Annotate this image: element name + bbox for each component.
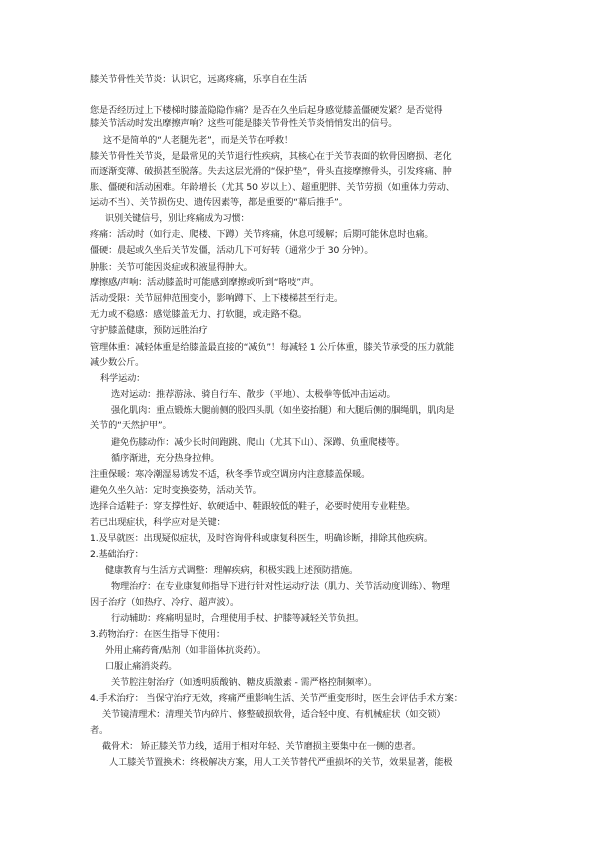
text-line: 健康教育与生活方式调整：理解疾病，积极实践上述预防措施。 (105, 565, 359, 576)
text-line: 循序渐进，充分热身拉伸。 (111, 453, 220, 464)
section-heading: 识别关键信号，别让疼痛成为习惯： (105, 213, 250, 224)
text-line: 活动受限：关节屈伸范围变小，影响蹲下、上下楼梯甚至行走。 (90, 293, 344, 304)
text-line: 无力或不稳感：感觉膝盖无力、打软腿，或走路不稳。 (90, 309, 307, 320)
text-line: 4.手术治疗： 当保守治疗无效，疼痛严重影响生活、关节严重变形时，医生会评估手术方案： (90, 693, 463, 704)
text-line: 物理治疗：在专业康复师指导下进行针对性运动疗法（肌力、关节活动度训练）、物理 (111, 581, 450, 592)
text-line: 肿胀：关节可能因炎症或积液显得肿大。 (90, 262, 253, 273)
text-line: 胀、僵硬和活动困难。年龄增长（尤其 50 岁以上）、超重肥胖、关节劳损（如重体力劳动、 (90, 182, 455, 193)
text-line: 选择合适鞋子：穿支撑性好、软硬适中、鞋跟较低的鞋子，必要时使用专业鞋垫。 (90, 501, 416, 512)
text-line: 截骨术： 矫正膝关节力线，适用于相对年轻、关节磨损主要集中在一侧的患者。 (102, 741, 422, 752)
text-line: 疼痛：活动时（如行走、爬楼、下蹲）关节疼痛，休息可缓解；后期可能休息时也痛。 (90, 229, 434, 240)
section-heading: 守护膝盖健康，预防远胜治疗 (90, 325, 208, 336)
text-line: 强化肌肉：重点锻炼大腿前侧的股四头肌（如坐姿抬腿）和大腿后侧的腘绳肌，肌肉是 (111, 405, 455, 416)
text-line: 人工膝关节置换术：终极解决方案，用人工关节替代严重损坏的关节，效果显著，能极 (109, 757, 453, 768)
text-line: 因子治疗（如热疗、冷疗、超声波）。 (90, 597, 240, 608)
text-line: 关节镜清理术：清理关节内碎片、修整破损软骨，适合轻中度、有机械症状（如交锁） (102, 709, 446, 720)
text-line: 运动不当）、关节损伤史、遗传因素等，都是重要的“幕后推手”。 (90, 197, 348, 208)
text-line: 您是否经历过上下楼梯时膝盖隐隐作痛？是否在久坐后起身感觉膝盖僵硬发紧？是否觉得 (90, 105, 443, 116)
text-line: 选对运动：推荐游泳、骑自行车、散步（平地）、太极拳等低冲击运动。 (111, 389, 396, 400)
text-line: 避免伤膝动作：减少长时间跑跳、爬山（尤其下山）、深蹲、负重爬楼等。 (111, 437, 405, 448)
text-line: 膝关节活动时发出摩擦声响？这些可能是膝关节骨性关节炎悄悄发出的信号。 (90, 118, 398, 129)
text-line: 膝关节骨性关节炎，是最常见的关节退行性疾病，其核心在于关节表面的软骨因磨损、老化 (90, 151, 452, 162)
text-line: 科学运动： (100, 373, 146, 384)
text-line: 3.药物治疗：在医生指导下使用： (90, 629, 225, 640)
text-line: 而逐渐变薄、破损甚至脱落。失去这层光滑的“保护垫”，骨头直接摩擦骨头，引发疼痛、肿 (90, 166, 452, 177)
text-line: 管理体重：减轻体重是给膝盖最直接的“减负”！每减轻 1 公斤体重，膝关节承受的压力就能 (90, 342, 454, 353)
text-line: 减少数公斤。 (90, 357, 145, 368)
text-line: 外用止痛药膏/贴剂（如非甾体抗炎药）。 (105, 645, 267, 656)
text-line: 2.基础治疗： (90, 549, 144, 560)
text-line: 关节的“天然护甲”。 (90, 420, 172, 431)
text-line: 口服止痛消炎药。 (105, 661, 178, 672)
text-line: 避免久坐久站：定时变换姿势，活动关节。 (90, 485, 262, 496)
text-line: 这不是简单的“人老腿先老”，而是关节在呼救！ (103, 135, 293, 146)
text-line: 摩擦感/声响：活动膝盖时可能感到摩擦或听到“咯吱”声。 (90, 277, 320, 288)
text-line: 者。 (90, 725, 109, 736)
text-line: 关节腔注射治疗（如透明质酸钠、糖皮质激素 - 需严格控制频率）。 (111, 677, 378, 688)
text-line: 注重保暖：寒冷潮湿易诱发不适，秋冬季节或空调房内注意膝盖保暖。 (90, 469, 371, 480)
text-line: 僵硬：晨起或久坐后关节发僵，活动几下可好转（通常少于 30 分钟）。 (90, 245, 374, 256)
text-line: 1.及早就医：出现疑似症状，及时咨询骨科或康复科医生，明确诊断，排除其他疾病。 (90, 533, 433, 544)
section-heading: 若已出现症状，科学应对是关键： (90, 517, 226, 528)
text-line: 行动辅助：疼痛明显时，合理使用手杖、护膝等减轻关节负担。 (111, 613, 365, 624)
document-title: 膝关节骨性关节炎：认识它，远离疼痛，乐享自在生活 (90, 74, 307, 85)
